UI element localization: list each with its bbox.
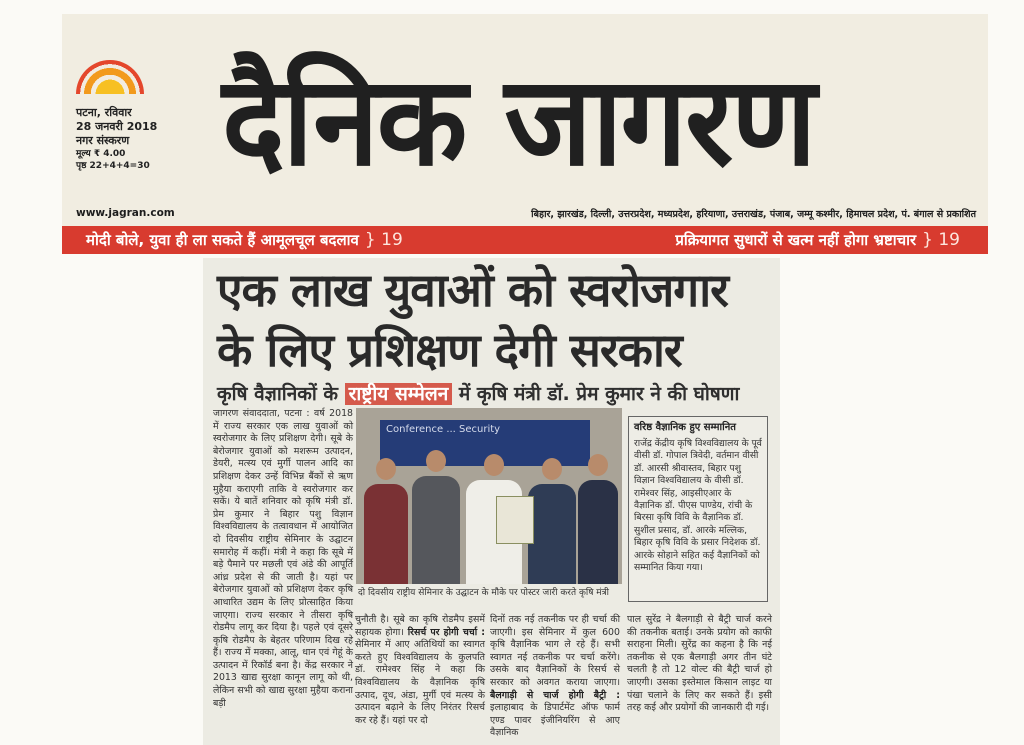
- article-clipping: [203, 258, 780, 745]
- headline-line-2: के लिए प्रशिक्षण देगी सरकार: [217, 323, 682, 377]
- column-2-text-2: सेमिनार में आए अतिथियों का स्वागत करते हुए विश्वविद्यालय के कुलपति डॉ. रामेश्वर सिंह ने कहा कि विश्वविद्यालय के वैज्ञानिक कृषि उत्पाद, दूध, अंडा, मुर्गी एवं मत्स्य के उत्पादन बढ़ाने के लिए निरंतर रिसर्च कर रहे हैं। यहां पर दो: [355, 639, 485, 726]
- website-link[interactable]: www.jagran.com: [76, 207, 175, 219]
- sidebox-title: वरिष्ठ वैज्ञानिक हुए सम्मानित: [634, 422, 736, 433]
- subhead-highlight: राष्ट्रीय सम्मेलन: [345, 383, 453, 405]
- strip-right-item[interactable]: प्रक्रियागत सुधारों से खत्म नहीं होगा भ्रष्टाचार } 19: [675, 230, 960, 250]
- regions-published: बिहार, झारखंड, दिल्ली, उत्तरप्रदेश, मध्यप्रदेश, हरियाणा, उत्तराखंड, पंजाब, जम्मू कश्मीर, हिमाचल प्रदेश, पं. बंगाल से प्रकाशित: [531, 208, 976, 220]
- article-subheadline: [217, 380, 777, 406]
- sun-logo-icon: [76, 60, 144, 94]
- article-column-1: जागरण संवाददाता, पटना : वर्ष 2018 में राज्य सरकार एक लाख युवाओं को स्वरोजगार के लिए प्रशिक्षण देगी। सूबे के बेरोजगार युवाओं को मशरूम उत्पादन, डेयरी, मत्स्य एवं मुर्गी पालन आदि का प्रशिक्षण देकर उन्हें विभिन्न बैंकों से ऋण मुहैया कराएगी ताकि वे स्वरोजगार कर सकें। ये बातें शनिवार को कृषि मंत्री डॉ. प्रेम कुमार ने बिहार पशु विज्ञान विश्वविद्यालय के तत्वावधान में आयोजित दो दिवसीय राष्ट्रीय सेमिनार के उद्घाटन समारोह में कहीं। मंत्री ने कहा कि सूबे में बड़े पैमाने पर मछली एवं अंडे की आपूर्ति आंध्र प्रदेश से की जाती है। यहां पर बेरोजगार युवाओं को प्रशिक्षण देकर कृषि आधारित उद्यम के लिए प्रोत्साहित किया जाएगा। राज्य सरकार ने तीसरा कृषि रोडमैप लागू कर दिया है। पहले एवं दूसरे कृषि रोडमैप के बेहतर परिणाम दिख रहे हैं। राज्य में मक्का, आलू, धान एवं गेहूं के उत्पादन में रिकॉर्ड बना है। केंद्र सरकार ने 2013 खाद्य सुरक्षा कानून लागू को थी, लेकिन सभी को खाद्य सुरक्षा मुहैया कराना बड़ी: [213, 408, 353, 709]
- price: मूल्य ₹ 4.00: [76, 149, 126, 159]
- article-column-4: पाल सुरेंद्र ने बैलगाड़ी से बैट्री चार्ज करने की तकनीक बताई। उनके प्रयोग को काफी सराहना मिली। सुरेंद्र का कहना है कि नई तकनीक से एक बैलगाड़ी अगर तीन घंटे चलती है तो 12 वोल्ट की बैट्री चार्ज हो जाएगी। उसका इस्तेमाल किसान लाइट या पंखा चलाने के लिए कर सकते हैं। इसी तरह कई और प्रयोगों की जानकारी दी गई।: [627, 614, 772, 714]
- released-poster: [496, 496, 534, 544]
- headline-line-1: एक लाख युवाओं को स्वरोजगार: [217, 263, 728, 317]
- sidebox-body: राजेंद्र केंद्रीय कृषि विश्वविद्यालय के पूर्व वीसी डॉ. गोपाल त्रिवेदी, वर्तमान वीसी डॉ. आरसी श्रीवास्तव, बिहार पशु विज्ञान विश्वविद्यालय के वीसी डॉ. रामेश्वर सिंह, आइसीएआर के वैज्ञानिक डॉ. पीएस पाण्डेय, रांची के बिरसा कृषि विवि के वैज्ञानिक डॉ. सुशील प्रसाद, डॉ. आरके मल्लिक, बिहार कृषि विवि के प्रसार निदेशक डॉ. आरके सोहाने सहित कई वैज्ञानिकों को सम्मानित किया गया।: [634, 438, 762, 574]
- article-photo: [356, 408, 622, 584]
- article-headline: [217, 260, 777, 380]
- column-2-subheading: रिसर्च पर होगी चर्चा :: [407, 626, 486, 638]
- headline-strip: [62, 226, 988, 254]
- newspaper-masthead: [62, 14, 988, 254]
- dateline-city-day: पटना, रविवार: [76, 106, 132, 119]
- photo-people: [356, 456, 622, 584]
- photo-conference-banner: Conference ... Security: [380, 420, 590, 466]
- page-count: पृष्ठ 22+4+4=30: [76, 161, 150, 171]
- publication-line: [76, 204, 976, 222]
- article-column-2: [355, 614, 485, 744]
- column-2-text: चुनौती है। सूबे का कृषि रोडमैप इसमें सहायक होगा।: [355, 614, 485, 638]
- article-column-3: [490, 614, 620, 744]
- subhead-post: में कृषि मंत्री डॉ. प्रेम कुमार ने की घोषणा: [458, 383, 740, 405]
- newspaper-logo: दैनिक जागरण: [222, 48, 815, 194]
- edition-name: नगर संस्करण: [76, 134, 130, 147]
- column-3-subheading: बैलगाड़ी से चार्ज होगी बैट्री :: [490, 689, 620, 701]
- photo-caption: दो दिवसीय राष्ट्रीय सेमिनार के उद्घाटन के मौके पर पोस्टर जारी करते कृषि मंत्री: [358, 588, 609, 598]
- dateline-date: 28 जनवरी 2018: [76, 120, 158, 133]
- honored-scientists-box: [628, 416, 768, 602]
- dateline: [76, 106, 157, 172]
- column-3-text: दिनों तक नई तकनीक पर ही चर्चा की जाएगी। इस सेमिनार में कुल 600 कृषि वैज्ञानिक भाग ले रहे हैं। सभी स्वागत नई तकनीक पर चर्चा करेंगे। उसके बाद वैज्ञानिकों के रिसर्च से सरकार को अवगत कराया जाएगा।: [490, 614, 620, 688]
- column-3-text-2: इलाहाबाद के डिपार्टमेंट ऑफ फार्म एण्ड पावर इंजीनियरिंग से आए वैज्ञानिक: [490, 702, 620, 739]
- subhead-pre: कृषि वैज्ञानिकों के: [217, 383, 338, 405]
- strip-left-item[interactable]: मोदी बोले, युवा ही ला सकते हैं आमूलचूल बदलाव } 19: [86, 230, 403, 250]
